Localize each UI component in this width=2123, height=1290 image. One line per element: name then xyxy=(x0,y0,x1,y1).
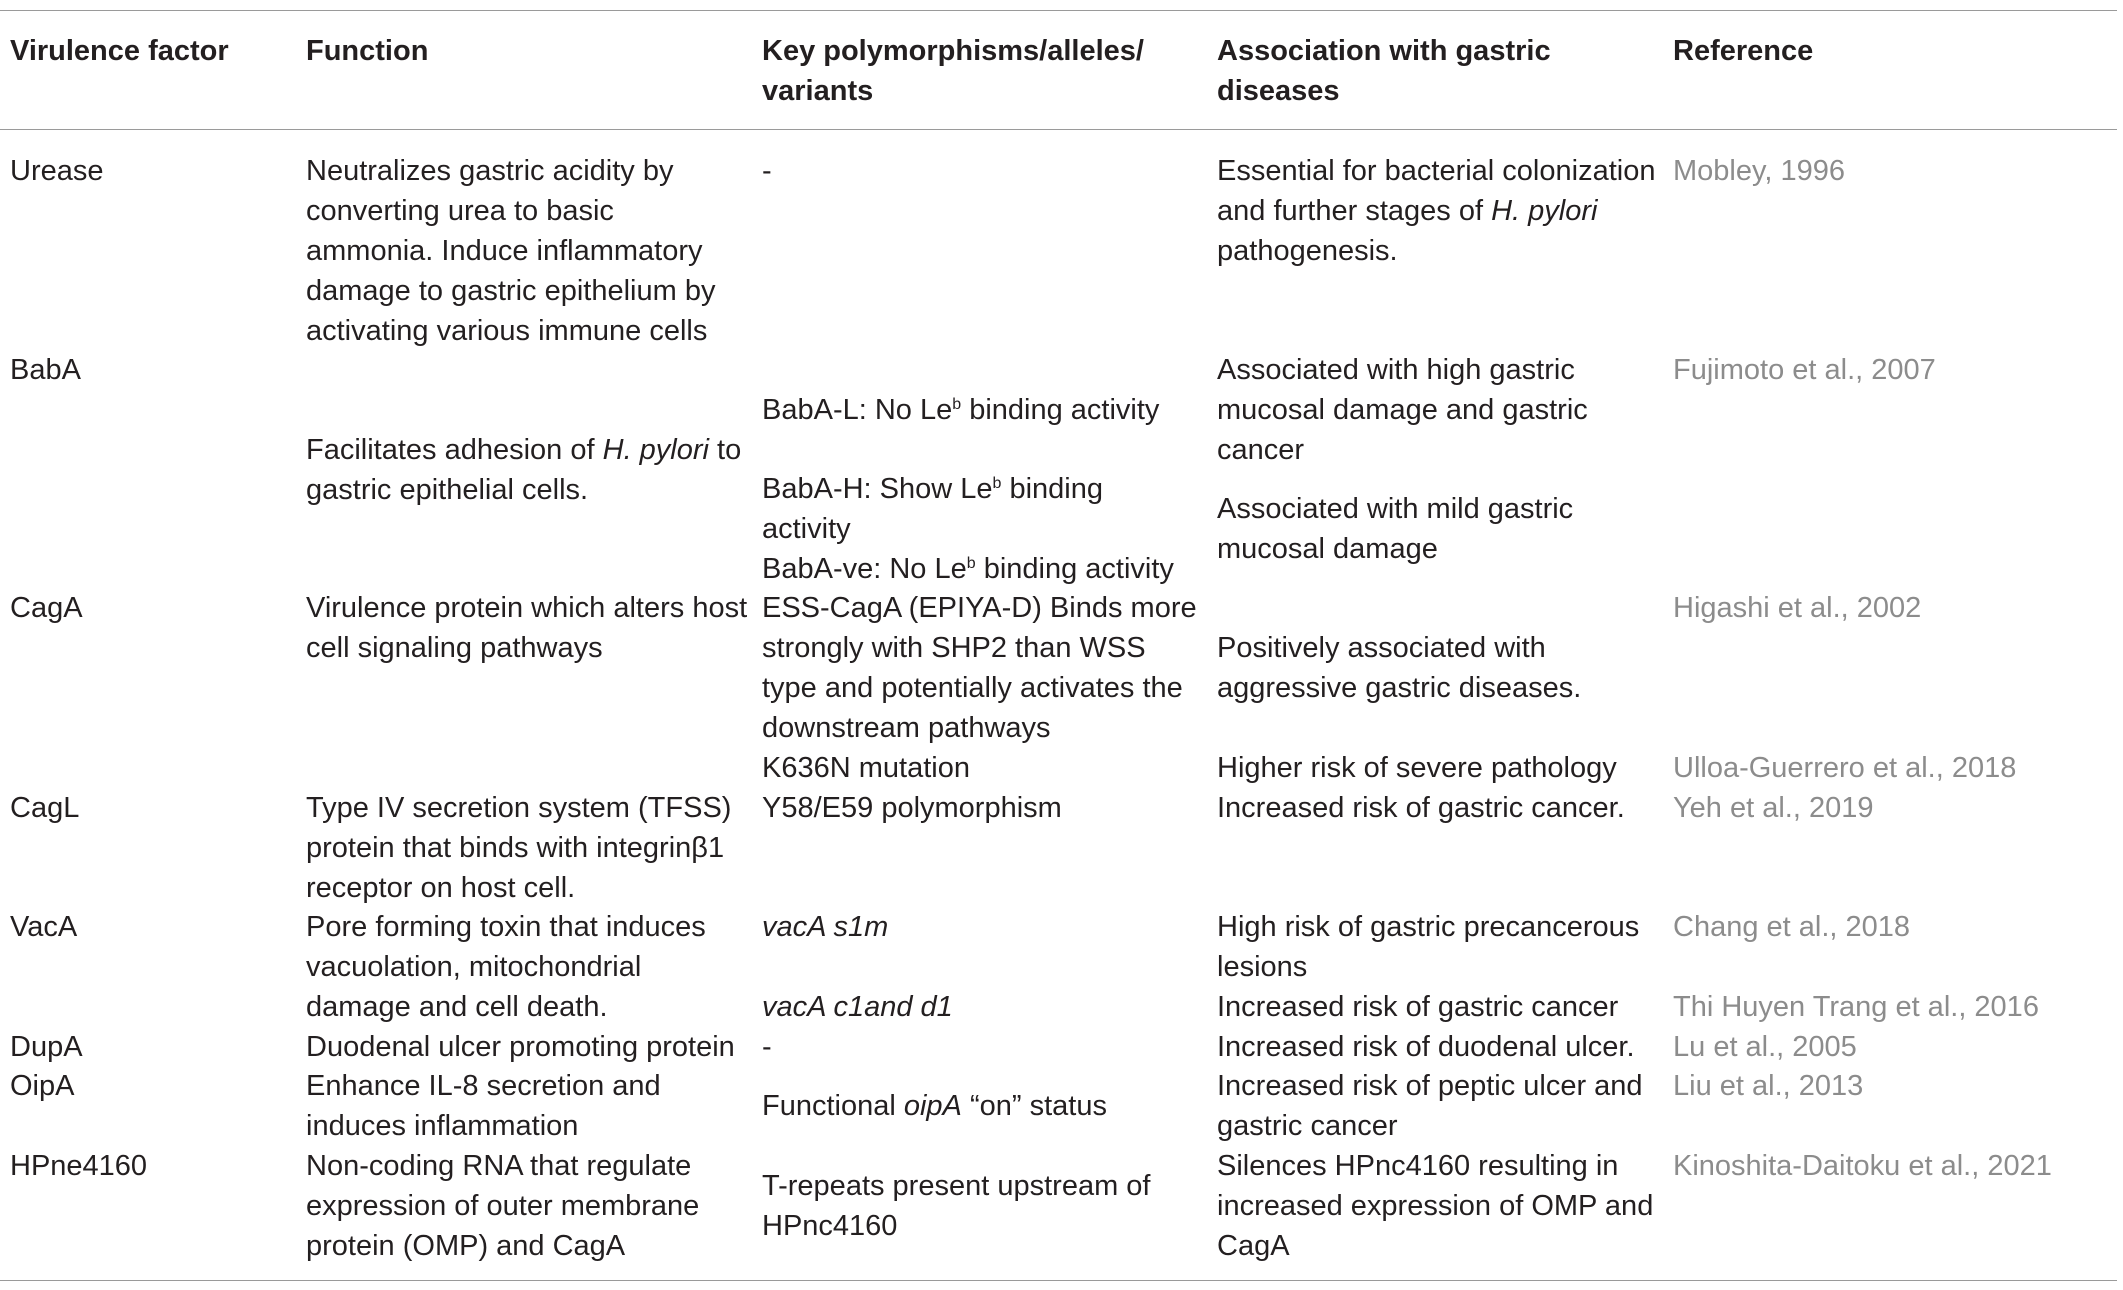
caga-ess-line2: strongly with SHP2 than WSS xyxy=(762,632,1146,664)
cagl-function-line2: protein that binds with integrinβ1 xyxy=(306,832,725,864)
hpne-function-line2: expression of outer membrane xyxy=(306,1190,700,1222)
vaca-association-2: Increased risk of gastric cancer xyxy=(1217,991,1619,1023)
baba-association-mild-line2: mucosal damage xyxy=(1217,533,1438,565)
factor-baba: BabA xyxy=(10,354,81,386)
vaca-reference-1: Chang et al., 2018 xyxy=(1673,911,1911,943)
caga-association-severe: Higher risk of severe pathology xyxy=(1217,752,1617,784)
factor-vaca: VacA xyxy=(10,911,78,943)
caga-function-line2: cell signaling pathways xyxy=(306,632,603,664)
dupa-polymorphism: - xyxy=(762,1031,772,1063)
baba-h-variant-line2: activity xyxy=(762,513,851,545)
cagl-function-line1: Type IV secretion system (TFSS) xyxy=(306,792,732,824)
hpne-function-line3: protein (OMP) and CagA xyxy=(306,1230,626,1262)
dupa-association: Increased risk of duodenal ulcer. xyxy=(1217,1031,1635,1063)
hpne-reference: Kinoshita-Daitoku et al., 2021 xyxy=(1673,1150,2052,1182)
baba-reference: Fujimoto et al., 2007 xyxy=(1673,354,1936,386)
baba-association-high-line3: cancer xyxy=(1217,434,1305,466)
caga-ess-line3: type and potentially activates the xyxy=(762,672,1183,704)
factor-oipa: OipA xyxy=(10,1070,75,1102)
urease-polymorphism: - xyxy=(762,155,772,187)
factor-hpne4160: HPne4160 xyxy=(10,1150,148,1182)
hpne-function-line1: Non-coding RNA that regulate xyxy=(306,1150,692,1182)
caga-ess-line4: downstream pathways xyxy=(762,712,1051,744)
dupa-function: Duodenal ulcer promoting protein xyxy=(306,1031,735,1063)
bottom-rule xyxy=(0,1280,2117,1281)
urease-association-line1: Essential for bacterial colonization xyxy=(1217,155,1656,187)
oipa-association-line1: Increased risk of peptic ulcer and xyxy=(1217,1070,1643,1102)
header-virulence-factor: Virulence factor xyxy=(10,35,229,67)
urease-function-line4: damage to gastric epithelium by xyxy=(306,275,716,307)
vaca-polymorphism-2: vacA c1and d1 xyxy=(762,991,953,1023)
header-rule xyxy=(0,129,2117,130)
baba-association-mild-line1: Associated with mild gastric xyxy=(1217,493,1574,525)
cagl-function-line3: receptor on host cell. xyxy=(306,872,576,904)
hpne-polymorphism-line1: T-repeats present upstream of xyxy=(762,1170,1151,1202)
baba-association-high-line1: Associated with high gastric xyxy=(1217,354,1575,386)
urease-function-line3: ammonia. Induce inflammatory xyxy=(306,235,703,267)
hpne-polymorphism-line2: HPnc4160 xyxy=(762,1210,898,1242)
header-association-line1: Association with gastric xyxy=(1217,35,1551,67)
caga-k636n: K636N mutation xyxy=(762,752,970,784)
cagl-association: Increased risk of gastric cancer. xyxy=(1217,792,1625,824)
urease-function-line2: converting urea to basic xyxy=(306,195,614,227)
vaca-reference-2: Thi Huyen Trang et al., 2016 xyxy=(1673,991,2039,1023)
oipa-function-line2: induces inflammation xyxy=(306,1110,579,1142)
vaca-function-line2: vacuolation, mitochondrial xyxy=(306,951,642,983)
factor-caga: CagA xyxy=(10,592,83,624)
dupa-reference: Lu et al., 2005 xyxy=(1673,1031,1857,1063)
cagl-reference: Yeh et al., 2019 xyxy=(1673,792,1874,824)
vaca-association-1-line2: lesions xyxy=(1217,951,1308,983)
factor-urease: Urease xyxy=(10,155,104,187)
caga-ess-line1: ESS-CagA (EPIYA-D) Binds more xyxy=(762,592,1197,624)
header-polymorphisms-line1: Key polymorphisms/alleles/ xyxy=(762,35,1144,67)
hpne-association-line3: CagA xyxy=(1217,1230,1290,1262)
oipa-polymorphism: Functional oipA “on” status xyxy=(762,1090,1107,1122)
caga-reference-2: Ulloa-Guerrero et al., 2018 xyxy=(1673,752,2017,784)
urease-function-line5: activating various immune cells xyxy=(306,315,708,347)
vaca-polymorphism-1: vacA s1m xyxy=(762,911,889,943)
vaca-function-line1: Pore forming toxin that induces xyxy=(306,911,706,943)
caga-function-line1: Virulence protein which alters host xyxy=(306,592,748,624)
hpne-association-line2: increased expression of OMP and xyxy=(1217,1190,1654,1222)
factor-cagl: CagL xyxy=(10,792,80,824)
hpne-association-line1: Silences HPnc4160 resulting in xyxy=(1217,1150,1619,1182)
oipa-association-line2: gastric cancer xyxy=(1217,1110,1398,1142)
vaca-function-line3: damage and cell death. xyxy=(306,991,608,1023)
urease-function-line1: Neutralizes gastric acidity by xyxy=(306,155,674,187)
urease-association-line2: and further stages of H. pylori xyxy=(1217,195,1598,227)
baba-function-line2: gastric epithelial cells. xyxy=(306,474,589,506)
baba-l-variant: BabA-L: No Le$^b$ binding activity xyxy=(762,394,1160,426)
urease-reference: Mobley, 1996 xyxy=(1673,155,1845,187)
cagl-polymorphism: Y58/E59 polymorphism xyxy=(762,792,1062,824)
header-function: Function xyxy=(306,35,429,67)
vaca-association-1-line1: High risk of gastric precancerous xyxy=(1217,911,1640,943)
header-reference: Reference xyxy=(1673,35,1814,67)
oipa-function-line1: Enhance IL-8 secretion and xyxy=(306,1070,661,1102)
caga-association-line2: aggressive gastric diseases. xyxy=(1217,672,1582,704)
header-association-line2: diseases xyxy=(1217,75,1340,107)
baba-function-line1: Facilitates adhesion of H. pylori to xyxy=(306,434,742,466)
baba-h-variant-line1: BabA-H: Show Le$^b$ binding xyxy=(762,473,1104,505)
top-rule xyxy=(0,10,2117,11)
baba-association-high-line2: mucosal damage and gastric xyxy=(1217,394,1588,426)
caga-association-line1: Positively associated with xyxy=(1217,632,1546,664)
baba-ve-variant: BabA-ve: No Le$^b$ binding activity xyxy=(762,553,1174,585)
oipa-reference: Liu et al., 2013 xyxy=(1673,1070,1864,1102)
factor-dupa: DupA xyxy=(10,1031,83,1063)
urease-association-line3: pathogenesis. xyxy=(1217,235,1398,267)
caga-reference-1: Higashi et al., 2002 xyxy=(1673,592,1922,624)
header-polymorphisms-line2: variants xyxy=(762,75,874,107)
